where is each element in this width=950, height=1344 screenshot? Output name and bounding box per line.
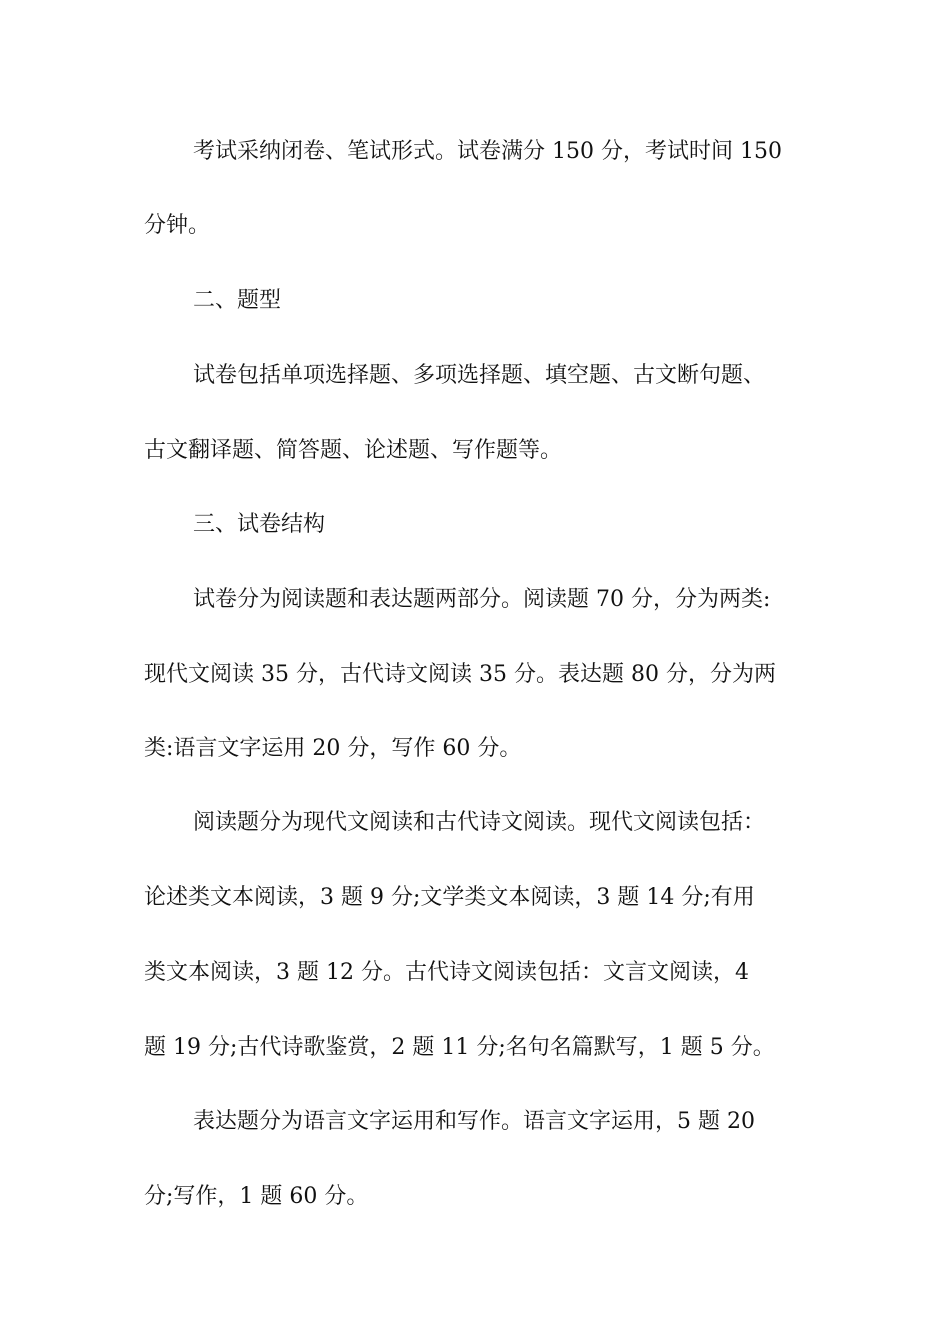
- section-heading-question-types: 二、题型: [193, 288, 282, 313]
- paragraph-structure-line-1: 试卷分为阅读题和表达题两部分。阅读题 70 分，分为两类:: [193, 587, 771, 612]
- paragraph-reading-line-1: 阅读题分为现代文阅读和古代诗文阅读。现代文阅读包括：: [193, 810, 766, 835]
- paragraph-exam-format-line-2: 分钟。: [144, 213, 211, 238]
- paragraph-exam-format-line-1: 考试采纳闭卷、笔试形式。试卷满分 150 分，考试时间 150: [193, 139, 782, 164]
- paragraph-reading-line-4: 题 19 分;古代诗歌鉴赏，2 题 11 分;名句名篇默写，1 题 5 分。: [144, 1035, 775, 1060]
- paragraph-question-types-line-1: 试卷包括单项选择题、多项选择题、填空题、古文断句题、: [193, 363, 766, 388]
- paragraph-structure-line-2: 现代文阅读 35 分，古代诗文阅读 35 分。表达题 80 分，分为两: [144, 662, 776, 687]
- paragraph-question-types-line-2: 古文翻译题、简答题、论述题、写作题等。: [144, 438, 563, 463]
- section-heading-paper-structure: 三、试卷结构: [193, 512, 326, 537]
- paragraph-expression-line-2: 分;写作，1 题 60 分。: [144, 1184, 369, 1209]
- paragraph-structure-line-3: 类:语言文字运用 20 分，写作 60 分。: [144, 736, 522, 761]
- paragraph-reading-line-3: 类文本阅读，3 题 12 分。古代诗文阅读包括：文言文阅读，4: [144, 960, 749, 985]
- paragraph-expression-line-1: 表达题分为语言文字运用和写作。语言文字运用，5 题 20: [193, 1109, 755, 1134]
- paragraph-reading-line-2: 论述类文本阅读，3 题 9 分;文学类文本阅读，3 题 14 分;有用: [144, 885, 755, 910]
